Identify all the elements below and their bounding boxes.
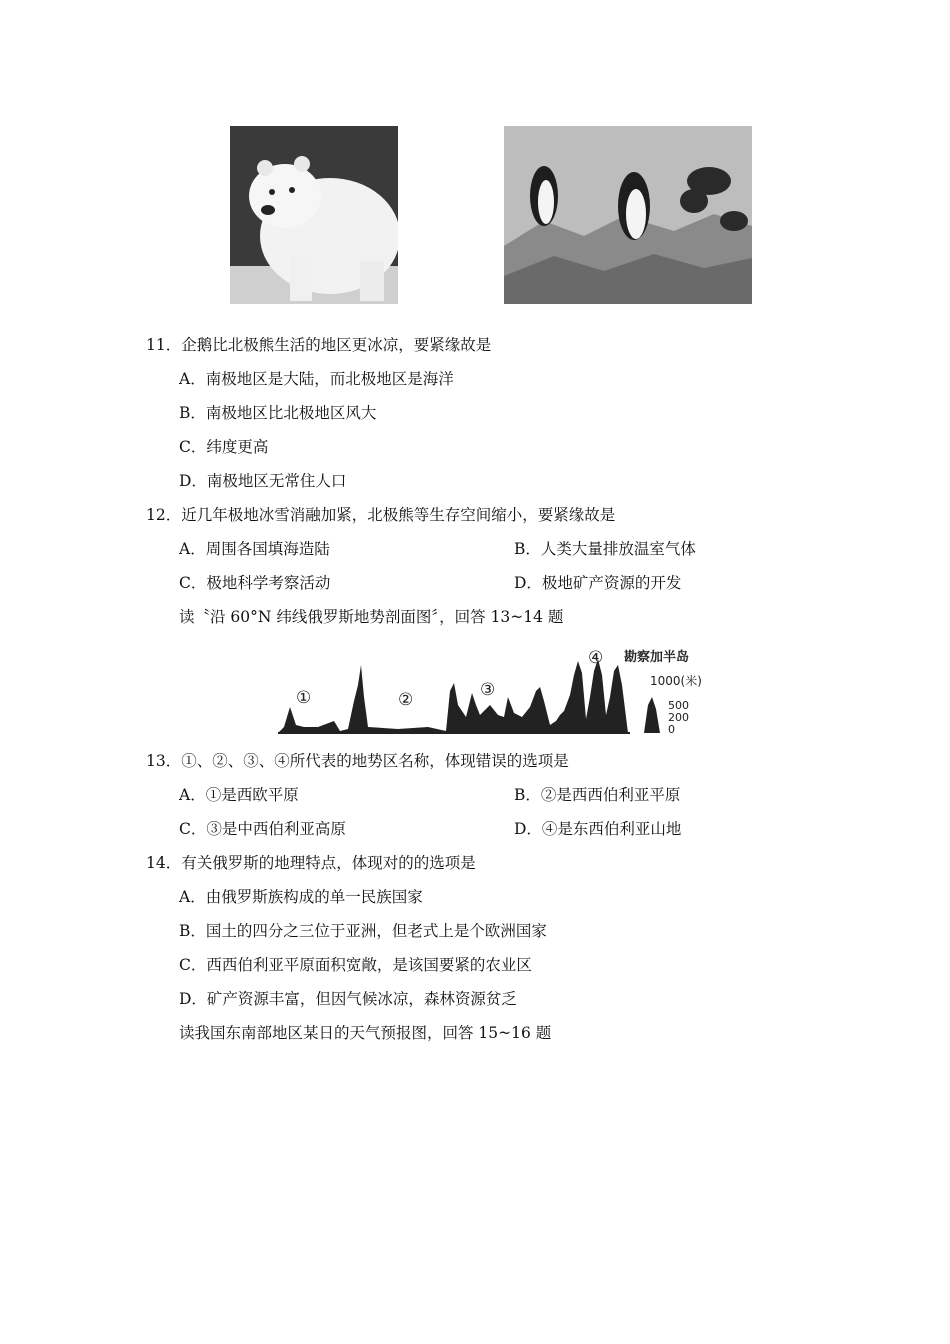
question-13-stem: 13．①、②、③、④所代表的地势区名称，体现错误的选项是 — [146, 752, 569, 770]
region-label-2: ② — [398, 690, 414, 710]
terrain-silhouette — [278, 659, 628, 733]
scale-top-label: 1000(米) — [650, 674, 702, 688]
scale-tick-200: 200 — [668, 711, 689, 724]
russia-terrain-profile — [278, 645, 710, 737]
penguins-photo — [504, 126, 752, 304]
region-label-1: ① — [296, 688, 312, 708]
question-12-stem: 12．近几年极地冰雪消融加紧，北极熊等生存空间缩小，要紧缘故是 — [146, 506, 616, 524]
question-14-option-b: B．国土的四分之三位于亚洲，但老式上是个欧洲国家 — [179, 922, 547, 940]
question-13-option-d: D．④是东西伯利亚山地 — [514, 820, 682, 838]
question-12-option-d: D．极地矿产资源的开发 — [514, 574, 682, 592]
scale-tick-500: 500 — [668, 699, 689, 712]
photo-row — [230, 126, 752, 304]
region-label-4: ④ — [588, 648, 604, 668]
question-11-option-b: B．南极地区比北极地区风大 — [179, 404, 377, 422]
question-14-option-a: A．由俄罗斯族构成的单一民族国家 — [179, 888, 423, 906]
question-11-stem: 11．企鹅比北极熊生活的地区更冰凉，要紧缘故是 — [146, 336, 492, 354]
question-11-option-c: C．纬度更高 — [179, 438, 269, 456]
scale-tick-0: 0 — [668, 723, 675, 736]
question-11-option-d: D．南极地区无常住人口 — [179, 472, 347, 490]
question-11-option-a: A．南极地区是大陆，而北极地区是海洋 — [179, 370, 454, 388]
question-13-option-a: A．①是西欧平原 — [179, 786, 299, 804]
question-14-option-c: C．西西伯利亚平原面积宽敞，是该国要紧的农业区 — [179, 956, 532, 974]
question-14-stem: 14．有关俄罗斯的地理特点，体现对的的选项是 — [146, 854, 476, 872]
question-13-option-b: B．②是西西伯利亚平原 — [514, 786, 681, 804]
question-12-option-b: B．人类大量排放温室气体 — [514, 540, 696, 558]
polar-bear-photo — [230, 126, 398, 304]
question-13-option-c: C．③是中西伯利亚高原 — [179, 820, 346, 838]
read-instruction-15-16: 读我国东南部地区某日的天气预报图，回答 15~16 题 — [179, 1024, 552, 1042]
question-12-option-a: A．周围各国填海造陆 — [179, 540, 330, 558]
peninsula-label: 勘察加半岛 — [624, 650, 690, 665]
read-instruction-13-14: 读〝沿 60°N 纬线俄罗斯地势剖面图〞，回答 13~14 题 — [179, 608, 564, 626]
question-12-option-c: C．极地科学考察活动 — [179, 574, 331, 592]
question-14-option-d: D．矿产资源丰富，但因气候冰凉，森林资源贫乏 — [179, 990, 517, 1008]
scale-peak — [644, 697, 660, 733]
region-label-3: ③ — [480, 680, 496, 700]
